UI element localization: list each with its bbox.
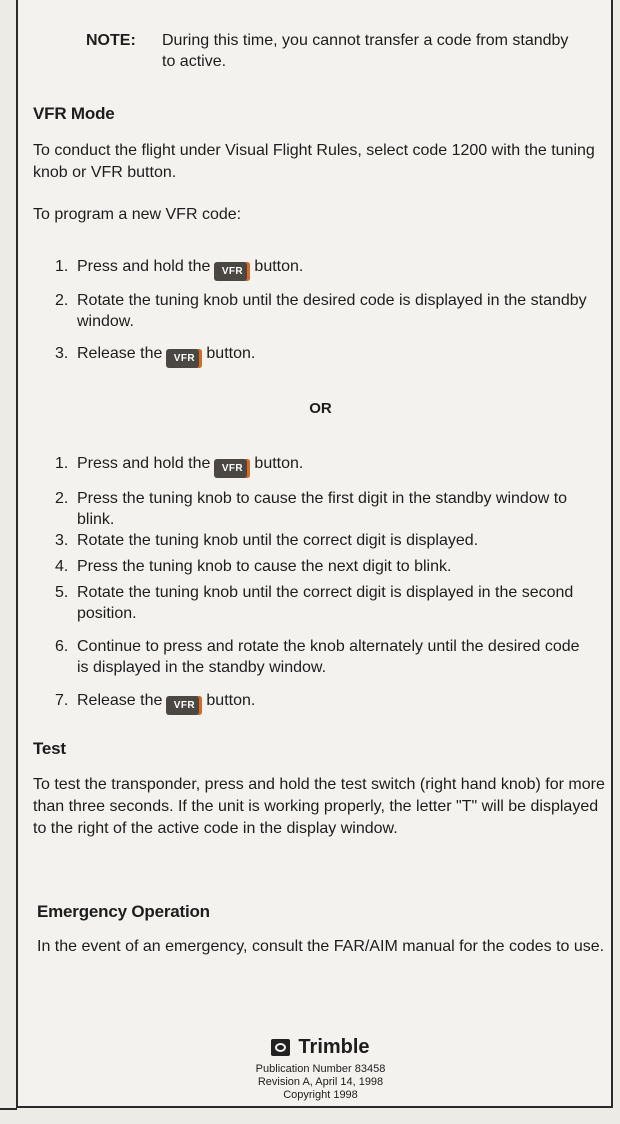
note-block xyxy=(86,30,586,72)
step-number: 3. xyxy=(55,532,69,549)
step-b-1 xyxy=(55,453,595,475)
step-text: Press and hold the xyxy=(77,258,211,275)
brand-name: Trimble xyxy=(298,1036,370,1058)
step-text: Press the tuning knob to cause the next digit to blink. xyxy=(77,558,452,575)
step-text: button. xyxy=(206,692,256,709)
or-separator: OR xyxy=(309,400,332,417)
step-text: Press and hold the xyxy=(77,455,211,472)
step-number: 2. xyxy=(55,292,69,309)
step-number: 3. xyxy=(55,345,69,362)
step-text: button. xyxy=(206,345,256,362)
step-number: 2. xyxy=(55,490,69,507)
emergency-text: In the event of an emergency, consult the FAR/AIM manual for the codes to use. xyxy=(37,938,605,955)
vfr-mode-heading: VFR Mode xyxy=(33,104,115,123)
footer xyxy=(33,1036,608,1102)
vfr-button-icon: VFR xyxy=(166,349,202,368)
step-text: button. xyxy=(254,455,304,472)
note-text: During this time, you cannot transfer a code from standby to active. xyxy=(162,32,569,70)
step-text: Release the xyxy=(77,692,163,709)
vfr-button-icon: VFR xyxy=(214,262,250,281)
publication-number: Publication Number 83458 xyxy=(255,1063,386,1075)
step-b-4 xyxy=(55,556,595,577)
margin-rule xyxy=(0,1108,17,1110)
step-b-5 xyxy=(55,582,595,624)
copyright: Copyright 1998 xyxy=(283,1089,358,1101)
step-a-1 xyxy=(55,256,595,278)
step-text: Release the xyxy=(77,345,163,362)
vfr-intro: To conduct the flight under Visual Flight Rules, select code 1200 with the tuning knob or VFR button. xyxy=(33,142,595,181)
emergency-heading: Emergency Operation xyxy=(37,902,210,921)
manual-page xyxy=(16,0,613,1108)
step-number: 1. xyxy=(55,455,69,472)
step-b-7 xyxy=(55,690,595,712)
step-b-2 xyxy=(55,488,595,530)
note-label: NOTE: xyxy=(86,32,136,49)
step-number: 5. xyxy=(55,584,69,601)
step-a-3 xyxy=(55,343,595,365)
step-number: 6. xyxy=(55,638,69,655)
test-heading: Test xyxy=(33,739,66,758)
vfr-program-label: To program a new VFR code: xyxy=(33,206,242,223)
test-text: To test the transponder, press and hold the test switch (right hand knob) for more than three seconds. If the unit is working properly, the letter "T" will be displayed to the right of the active code in the display window. xyxy=(33,776,605,837)
trimble-logo xyxy=(33,1036,608,1059)
step-b-3 xyxy=(55,530,595,551)
trimble-logo-icon xyxy=(271,1039,290,1056)
step-number: 4. xyxy=(55,558,69,575)
step-number: 1. xyxy=(55,258,69,275)
step-text: Rotate the tuning knob until the correct digit is displayed. xyxy=(77,532,479,549)
step-number: 7. xyxy=(55,692,69,709)
vfr-button-icon: VFR xyxy=(166,696,202,715)
step-text: Rotate the tuning knob until the desired code is displayed in the standby window. xyxy=(77,292,587,330)
step-text: button. xyxy=(254,258,304,275)
vfr-button-icon: VFR xyxy=(214,459,250,478)
step-b-6 xyxy=(55,636,595,678)
step-a-2 xyxy=(55,290,595,332)
step-text: Rotate the tuning knob until the correct digit is displayed in the second position. xyxy=(77,584,574,622)
revision: Revision A, April 14, 1998 xyxy=(257,1076,384,1088)
step-text: Press the tuning knob to cause the first digit in the standby window to blink. xyxy=(77,490,568,528)
step-text: Continue to press and rotate the knob alternately until the desired code is displayed in the standby window. xyxy=(77,638,580,676)
